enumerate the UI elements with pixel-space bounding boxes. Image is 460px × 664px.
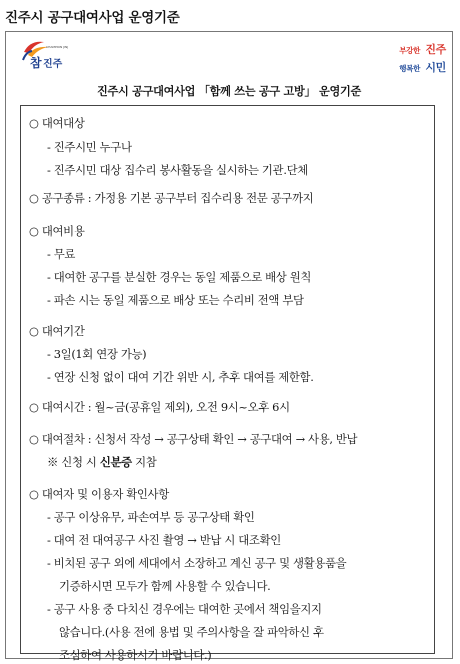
- page-title: 진주시 공구대여사업 운영기준: [5, 10, 180, 26]
- logo-mark-text: 참: [30, 56, 42, 70]
- slogan-2-small: 행복한: [399, 64, 421, 73]
- list-item-continued: 기증하시면 모두가 함께 사용할 수 있습니다.: [59, 579, 271, 593]
- section-heading: ○ 공구종류 : 가정용 기본 공구부터 집수리용 전문 공구까지: [29, 191, 314, 205]
- slogan-1-big: 진주: [425, 43, 446, 56]
- list-item: - 비치된 공구 외에 세대에서 소장하고 계신 공구 및 생활용품을: [47, 556, 347, 570]
- slogan-line-1: [399, 38, 446, 57]
- section-heading: ○ 대여기간: [29, 324, 85, 338]
- note-bold: 신분증: [99, 455, 132, 469]
- list-item: - 3일(1회 연장 가능): [47, 347, 147, 361]
- section-heading: ○ 대여비용: [29, 224, 85, 238]
- list-item: - 공구 이상유무, 파손여부 등 공구상태 확인: [47, 510, 255, 524]
- list-item: - 대여 전 대여공구 사진 촬영 → 반납 시 대조확인: [47, 533, 281, 547]
- logo-city-text: 진주: [43, 59, 63, 70]
- slogan-line-2: [399, 56, 446, 75]
- content-box: [20, 105, 435, 662]
- list-item: - 무료: [47, 247, 76, 261]
- list-item: - 연장 신청 없이 대여 기간 위반 시, 추후 대여를 제한함.: [47, 370, 314, 384]
- section-heading: ○ 대여자 및 이용자 확인사항: [29, 487, 169, 501]
- list-item-continued: 않습니다.(사용 전에 용법 및 주의사항을 잘 파악하신 후: [59, 625, 324, 639]
- document-frame: [5, 31, 453, 662]
- section-heading: ○ 대여대상: [29, 116, 85, 130]
- list-item: - 진주시민 대상 집수리 봉사활동을 실시하는 기관․단체: [47, 163, 308, 177]
- document-title: 진주시 공구대여사업 「함께 쓰는 공구 고방」 운영기준: [97, 84, 361, 98]
- section-heading: ○ 대여시간 : 월~금(공휴일 제외), 오전 9시~오후 6시: [29, 400, 290, 414]
- slogan-1-small: 부강한: [399, 46, 421, 55]
- section-heading: ○ 대여절차 : 신청서 작성 → 공구상태 확인 → 공구대여 → 사용, 반납: [29, 432, 358, 446]
- note-prefix: ※ 신청 시: [47, 455, 100, 469]
- jinju-logo-icon: [20, 38, 68, 70]
- list-item-continued: 조심하여 사용하시기 바랍니다.): [59, 648, 212, 662]
- slogan-2-big: 시민: [425, 61, 446, 74]
- list-item: - 공구 사용 중 다치신 경우에는 대여한 곳에서 책임을지지: [47, 602, 322, 616]
- logo-mini-text: CHAMPION JINJU: [46, 45, 68, 49]
- id-note: [47, 455, 156, 469]
- note-suffix: 지참: [131, 455, 157, 469]
- jinju-logo: [20, 38, 68, 70]
- list-item: - 파손 시는 동일 제품으로 배상 또는 수리비 전액 부담: [47, 293, 304, 307]
- list-item: - 대여한 공구를 분실한 경우는 동일 제품으로 배상 원칙: [47, 270, 312, 284]
- list-item: - 진주시민 누구나: [47, 140, 132, 154]
